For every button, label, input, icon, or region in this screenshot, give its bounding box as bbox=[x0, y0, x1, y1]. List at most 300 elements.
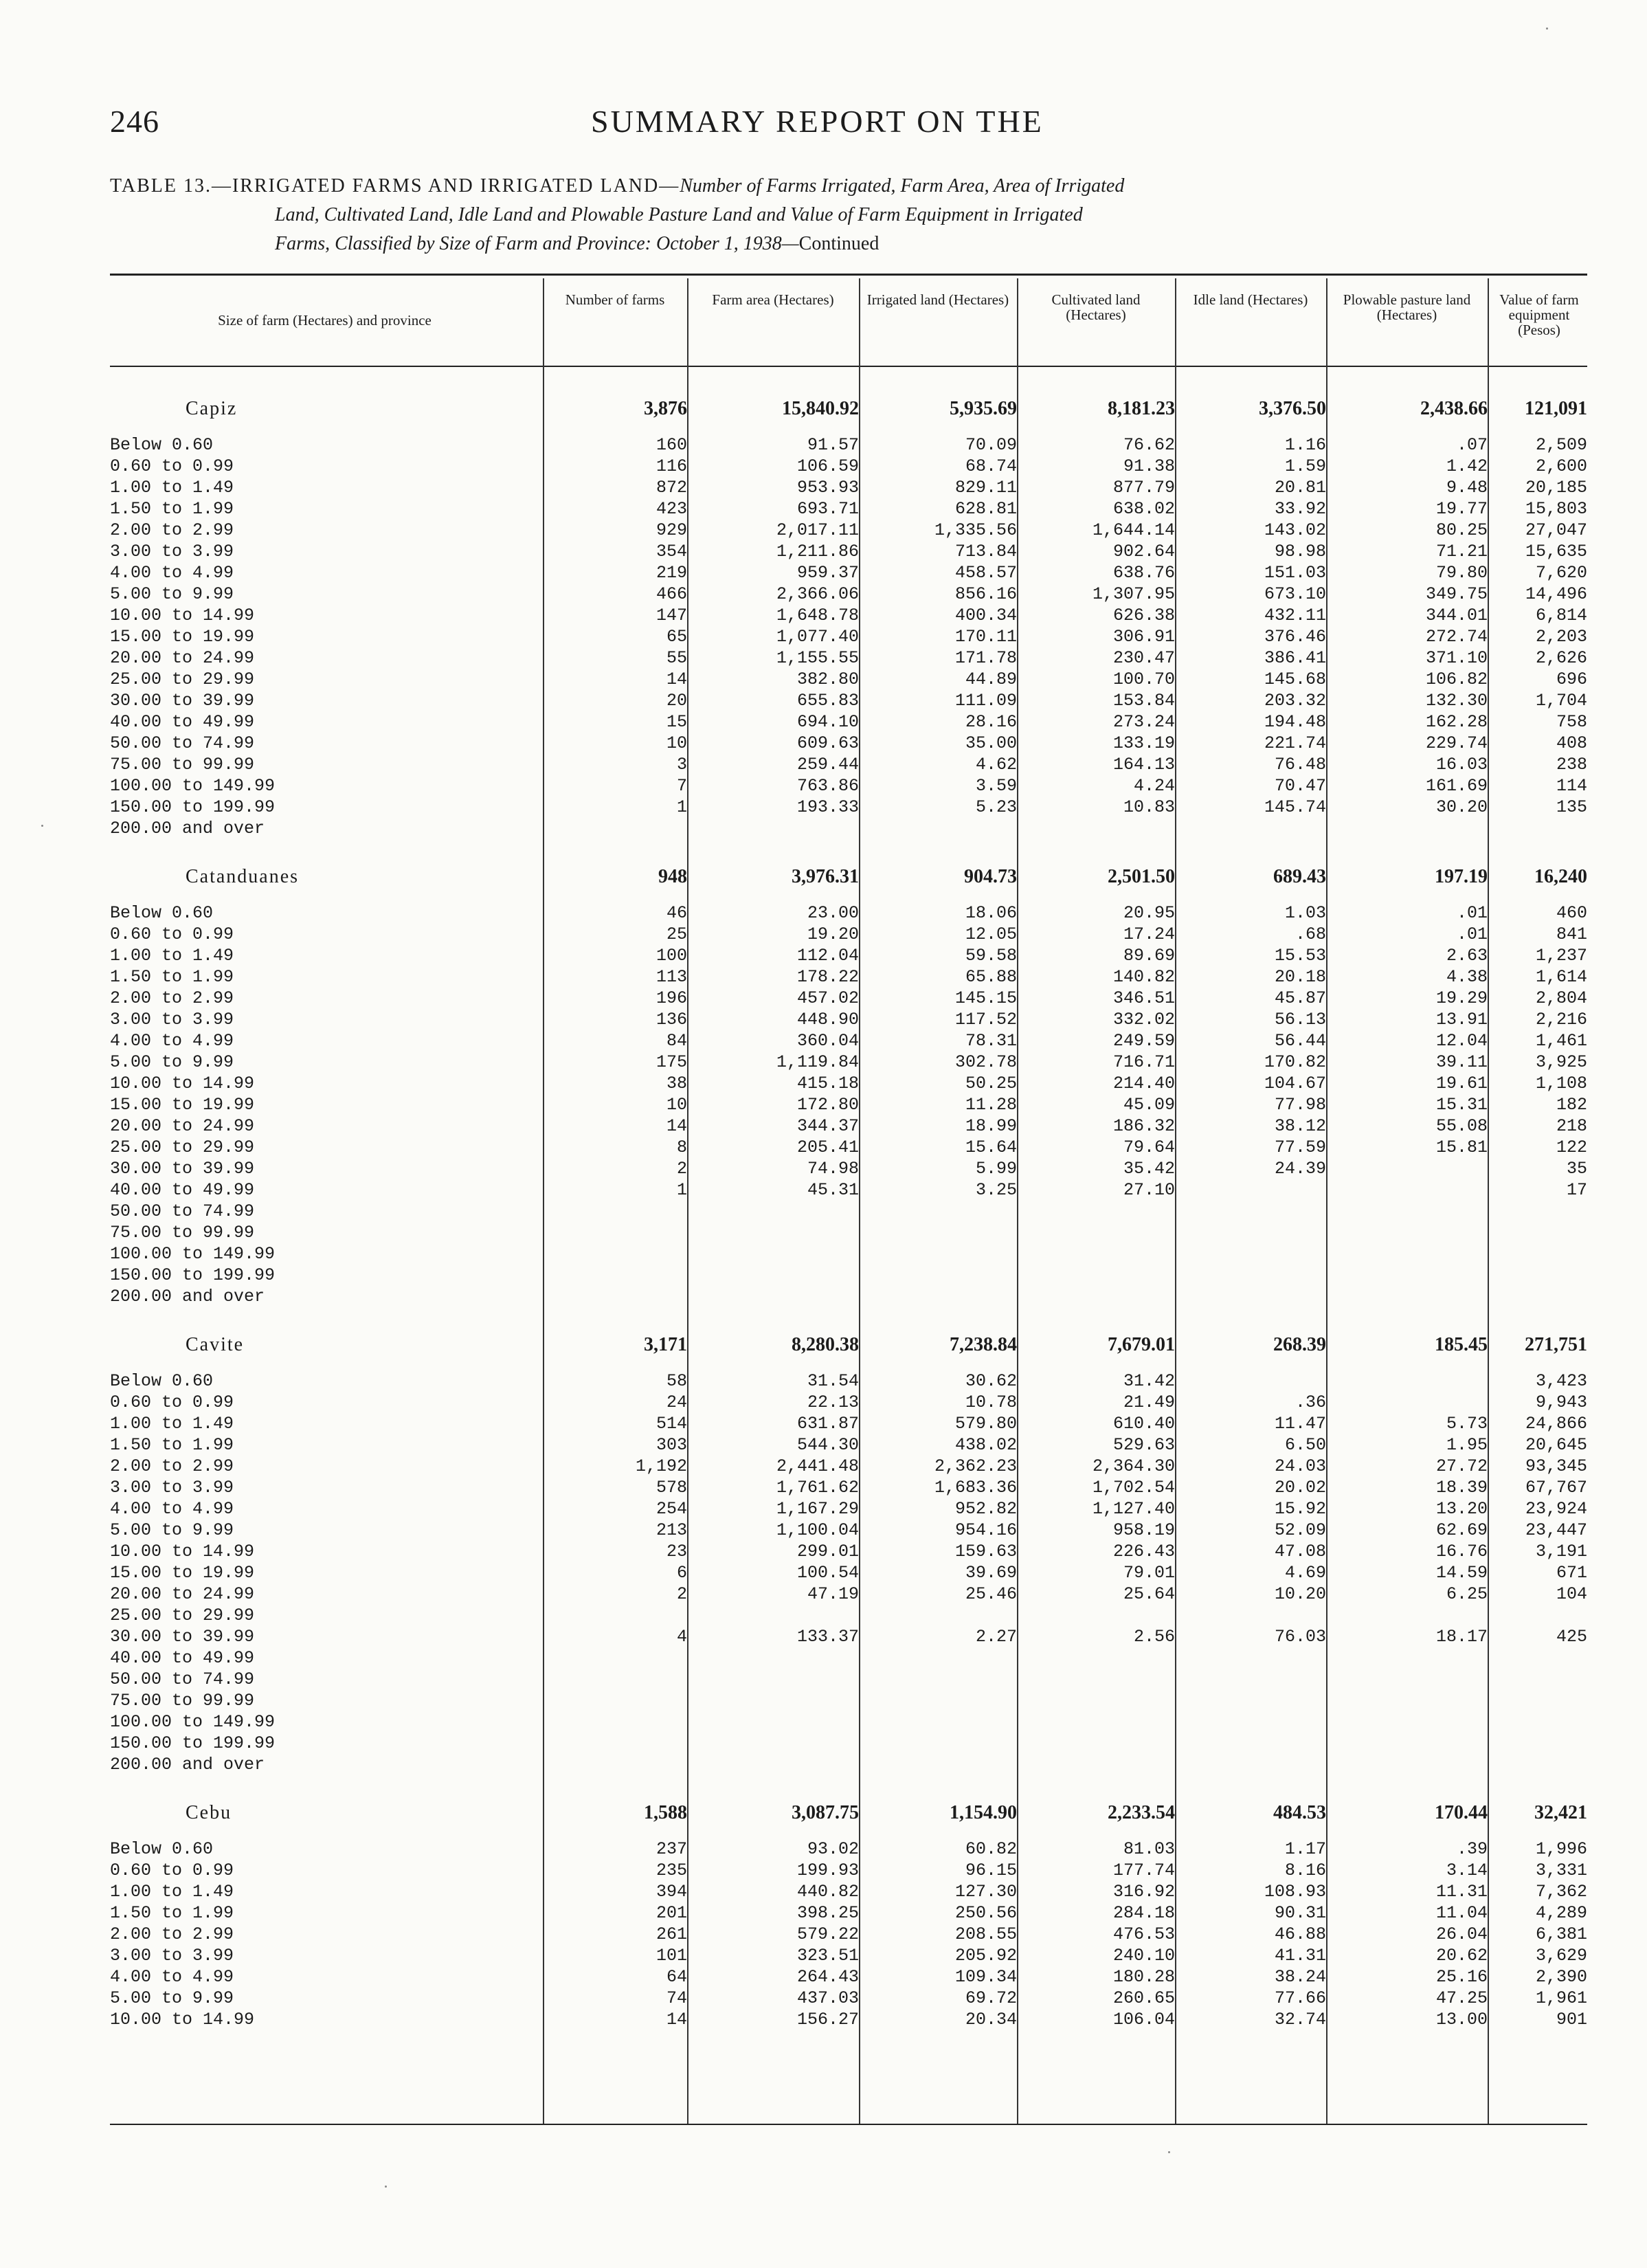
size-class-label: 1.50 to 1.99 bbox=[110, 967, 234, 987]
table-cell: 303 bbox=[656, 1435, 687, 1455]
table-cell: 84 bbox=[666, 1031, 687, 1051]
table-cell: 671 bbox=[1556, 1563, 1587, 1583]
province-total-cell: 3,087.75 bbox=[792, 1802, 859, 1823]
table-cell bbox=[1326, 1158, 1488, 1179]
size-class-label: Below 0.60 bbox=[110, 1371, 214, 1391]
table-cell: 249.59 bbox=[1112, 1031, 1175, 1051]
table-cell: 56.13 bbox=[1274, 1010, 1326, 1030]
table-cell: 1.59 bbox=[1284, 456, 1326, 476]
province-name: Cavite bbox=[186, 1334, 245, 1355]
table-cell: 11.04 bbox=[1435, 1903, 1488, 1923]
table-cell: 20.95 bbox=[1123, 903, 1175, 923]
table-cell bbox=[1326, 1733, 1488, 1754]
table-cell: 106.59 bbox=[796, 456, 859, 476]
table-cell: 15,635 bbox=[1525, 542, 1587, 562]
table-cell bbox=[859, 1711, 1017, 1733]
table-cell: 164.13 bbox=[1112, 755, 1175, 775]
table-cell: 425 bbox=[1556, 1627, 1587, 1647]
table-cell: 20.81 bbox=[1274, 478, 1326, 498]
section-spacer bbox=[110, 422, 1587, 434]
table-cell: 74.98 bbox=[807, 1159, 859, 1179]
table-cell: 6 bbox=[676, 1563, 687, 1583]
table-cell: 15.31 bbox=[1435, 1095, 1488, 1115]
table-cell bbox=[687, 1265, 859, 1286]
table-cell: 170.82 bbox=[1264, 1052, 1326, 1072]
table-cell: 3,925 bbox=[1535, 1052, 1587, 1072]
table-cell: 476.53 bbox=[1112, 1924, 1175, 1944]
table-cell bbox=[1488, 1754, 1587, 1775]
table-cell: 122 bbox=[1556, 1137, 1587, 1157]
table-cell bbox=[859, 1265, 1017, 1286]
table-cell bbox=[1326, 1711, 1488, 1733]
table-cell bbox=[687, 1201, 859, 1222]
table-cell: 78.31 bbox=[965, 1031, 1017, 1051]
size-class-label: 5.00 to 9.99 bbox=[110, 1988, 234, 2008]
table-cell: 432.11 bbox=[1264, 605, 1326, 625]
table-cell: 196 bbox=[656, 988, 687, 1008]
size-class-label: 40.00 to 49.99 bbox=[110, 1648, 255, 1668]
table-cell: 6,381 bbox=[1535, 1924, 1587, 1944]
table-cell: 398.25 bbox=[796, 1903, 859, 1923]
size-class-label: 3.00 to 3.99 bbox=[110, 1010, 234, 1030]
table-cell: 1.42 bbox=[1446, 456, 1488, 476]
table-cell: 213 bbox=[656, 1520, 687, 1540]
table-cell: 2.27 bbox=[975, 1627, 1017, 1647]
table-cell: 14.59 bbox=[1435, 1563, 1488, 1583]
table-cell: 2,216 bbox=[1535, 1010, 1587, 1030]
table-cell: 694.10 bbox=[796, 712, 859, 732]
table-cell: 578 bbox=[656, 1478, 687, 1498]
table-cell: 238 bbox=[1556, 755, 1587, 775]
table-cell: 19.29 bbox=[1435, 988, 1488, 1008]
table-cell: 80.25 bbox=[1435, 520, 1488, 540]
table-cell bbox=[1175, 1690, 1326, 1711]
province-total-cell: 2,233.54 bbox=[1108, 1802, 1175, 1823]
province-total-cell: 948 bbox=[658, 866, 687, 887]
table-cell: 3 bbox=[676, 755, 687, 775]
table-cell: 7,362 bbox=[1535, 1882, 1587, 1902]
table-cell: 12.05 bbox=[965, 924, 1017, 944]
col-header-cultivated: Cultivated land (Hectares) bbox=[1051, 291, 1141, 323]
table-cell: 394 bbox=[656, 1882, 687, 1902]
table-cell: 218 bbox=[1556, 1116, 1587, 1136]
table-row bbox=[110, 1626, 1587, 1647]
table-cell: 101 bbox=[656, 1946, 687, 1966]
table-cell: 15 bbox=[666, 712, 687, 732]
data-table bbox=[110, 371, 1587, 2030]
table-cell: 3.59 bbox=[975, 776, 1017, 796]
table-cell: .07 bbox=[1456, 435, 1488, 455]
table-cell: 3,331 bbox=[1535, 1860, 1587, 1880]
table-row bbox=[110, 988, 1587, 1009]
table-cell bbox=[1488, 1265, 1587, 1286]
table-cell bbox=[1017, 1711, 1175, 1733]
table-cell: 32.74 bbox=[1274, 2010, 1326, 2030]
size-class-label: 50.00 to 74.99 bbox=[110, 1669, 255, 1689]
section-spacer bbox=[110, 890, 1587, 902]
table-cell bbox=[859, 1243, 1017, 1265]
table-cell: 25.46 bbox=[965, 1584, 1017, 1604]
paper-speck bbox=[41, 825, 43, 827]
table-cell: 14 bbox=[666, 2010, 687, 2030]
table-cell: 4.69 bbox=[1284, 1563, 1326, 1583]
table-cell bbox=[1175, 1733, 1326, 1754]
table-cell: 178.22 bbox=[796, 967, 859, 987]
table-cell: 273.24 bbox=[1112, 712, 1175, 732]
table-cell: 127.30 bbox=[954, 1882, 1017, 1902]
table-cell: 250.56 bbox=[954, 1903, 1017, 1923]
size-class-label: 30.00 to 39.99 bbox=[110, 1159, 255, 1179]
col-header-farm-area: Farm area (Hectares) bbox=[712, 291, 834, 308]
table-cell bbox=[687, 1243, 859, 1265]
province-total-cell: 16,240 bbox=[1534, 866, 1587, 887]
table-cell: 104.67 bbox=[1264, 1074, 1326, 1093]
table-row bbox=[110, 498, 1587, 520]
table-cell: 41.31 bbox=[1274, 1946, 1326, 1966]
table-row bbox=[110, 690, 1587, 711]
province-total-cell: 8,181.23 bbox=[1108, 398, 1175, 419]
table-cell bbox=[859, 1669, 1017, 1690]
table-cell: 76.48 bbox=[1274, 755, 1326, 775]
table-cell: 171.78 bbox=[954, 648, 1017, 668]
province-total-row bbox=[110, 1307, 1587, 1358]
table-cell: 264.43 bbox=[796, 1967, 859, 1987]
table-cell bbox=[1488, 1222, 1587, 1243]
size-class-label: 15.00 to 19.99 bbox=[110, 1563, 255, 1583]
table-cell bbox=[859, 818, 1017, 839]
table-cell: 104 bbox=[1556, 1584, 1587, 1604]
table-cell bbox=[1017, 1690, 1175, 1711]
table-row bbox=[110, 647, 1587, 669]
table-cell bbox=[687, 1605, 859, 1626]
province-total-cell: 1,154.90 bbox=[950, 1802, 1017, 1823]
table-cell: 673.10 bbox=[1264, 584, 1326, 604]
table-cell: 79.80 bbox=[1435, 563, 1488, 583]
table-row bbox=[110, 1966, 1587, 1988]
table-cell: 64 bbox=[666, 1967, 687, 1987]
table-cell: 13.20 bbox=[1435, 1499, 1488, 1519]
province-name: Cebu bbox=[186, 1802, 232, 1823]
table-cell: 11.28 bbox=[965, 1095, 1017, 1115]
table-cell: 25.64 bbox=[1123, 1584, 1175, 1604]
table-cell: 50.25 bbox=[965, 1074, 1017, 1093]
table-row bbox=[110, 1988, 1587, 2009]
province-total-cell: 904.73 bbox=[964, 866, 1017, 887]
table-cell: 177.74 bbox=[1112, 1860, 1175, 1880]
size-class-label: 0.60 to 0.99 bbox=[110, 1392, 234, 1412]
table-cell bbox=[687, 1754, 859, 1775]
table-cell: 91.38 bbox=[1123, 456, 1175, 476]
size-class-label: 25.00 to 29.99 bbox=[110, 1605, 255, 1625]
table-cell: 1 bbox=[676, 797, 687, 817]
table-cell: 11.47 bbox=[1274, 1414, 1326, 1434]
table-cell: 7,620 bbox=[1535, 563, 1587, 583]
table-cell bbox=[1488, 818, 1587, 839]
size-class-label: 4.00 to 4.99 bbox=[110, 1499, 234, 1519]
table-row bbox=[110, 583, 1587, 605]
table-row bbox=[110, 1413, 1587, 1434]
table-cell bbox=[1175, 1669, 1326, 1690]
table-cell: 132.30 bbox=[1425, 691, 1488, 711]
table-cell: 408 bbox=[1556, 733, 1587, 753]
table-cell: 579.22 bbox=[796, 1924, 859, 1944]
province-name: Catanduanes bbox=[186, 866, 300, 887]
table-cell: 98.98 bbox=[1274, 542, 1326, 562]
table-cell: 240.10 bbox=[1112, 1946, 1175, 1966]
table-cell: 27.10 bbox=[1123, 1180, 1175, 1200]
table-cell: 466 bbox=[656, 584, 687, 604]
table-cell: 1.17 bbox=[1284, 1839, 1326, 1859]
table-cell bbox=[543, 1711, 687, 1733]
table-cell: 448.90 bbox=[796, 1010, 859, 1030]
table-cell: 713.84 bbox=[954, 542, 1017, 562]
table-row bbox=[110, 945, 1587, 966]
table-cell: 4,289 bbox=[1535, 1903, 1587, 1923]
size-class-label: 4.00 to 4.99 bbox=[110, 1967, 234, 1987]
province-total-cell: 5,935.69 bbox=[950, 398, 1017, 419]
table-cell: 10 bbox=[666, 733, 687, 753]
size-class-label: 100.00 to 149.99 bbox=[110, 776, 276, 796]
table-cell: 261 bbox=[656, 1924, 687, 1944]
table-cell: 4.38 bbox=[1446, 967, 1488, 987]
table-cell bbox=[687, 1690, 859, 1711]
caption-line-1: Number of Farms Irrigated, Farm Area, Area of Irrigated bbox=[680, 175, 1125, 197]
table-cell: 77.98 bbox=[1274, 1095, 1326, 1115]
table-cell bbox=[1017, 1647, 1175, 1669]
table-cell: 100.54 bbox=[796, 1563, 859, 1583]
table-cell: 147 bbox=[656, 605, 687, 625]
table-cell bbox=[1175, 1754, 1326, 1775]
table-cell: 135 bbox=[1556, 797, 1587, 817]
table-cell: 100.70 bbox=[1112, 669, 1175, 689]
header-bottom-rule bbox=[110, 366, 1587, 367]
table-cell: 65 bbox=[666, 627, 687, 647]
table-cell bbox=[1017, 1286, 1175, 1307]
table-row bbox=[110, 1094, 1587, 1115]
table-cell: 440.82 bbox=[796, 1882, 859, 1902]
table-cell: 2,203 bbox=[1535, 627, 1587, 647]
table-cell: 14,496 bbox=[1525, 584, 1587, 604]
table-row bbox=[110, 818, 1587, 839]
col-header-size: Size of farm (Hectares) and province bbox=[218, 312, 432, 329]
table-cell: 423 bbox=[656, 499, 687, 519]
table-cell: 11.31 bbox=[1435, 1882, 1488, 1902]
table-row bbox=[110, 669, 1587, 690]
table-cell: 19.61 bbox=[1435, 1074, 1488, 1093]
table-cell: 93,345 bbox=[1525, 1456, 1587, 1476]
province-total-cell: 15,840.92 bbox=[782, 398, 859, 419]
table-row bbox=[110, 1860, 1587, 1881]
table-cell: 1,108 bbox=[1535, 1074, 1587, 1093]
table-cell: 159.63 bbox=[954, 1542, 1017, 1561]
province-total-cell: 170.44 bbox=[1435, 1802, 1488, 1823]
table-cell: 71.21 bbox=[1435, 542, 1488, 562]
table-cell: 153.84 bbox=[1112, 691, 1175, 711]
table-cell: 15.81 bbox=[1435, 1137, 1488, 1157]
table-cell: 9,943 bbox=[1535, 1392, 1587, 1412]
table-cell: 10.20 bbox=[1274, 1584, 1326, 1604]
table-cell: 20,185 bbox=[1525, 478, 1587, 498]
table-cell: 20.02 bbox=[1274, 1478, 1326, 1498]
table-cell: 229.74 bbox=[1425, 733, 1488, 753]
table-row bbox=[110, 902, 1587, 924]
province-total-cell: 689.43 bbox=[1273, 866, 1326, 887]
size-class-label: 1.00 to 1.49 bbox=[110, 1882, 234, 1902]
paper-speck bbox=[1546, 27, 1548, 30]
province-total-cell: 3,976.31 bbox=[792, 866, 859, 887]
table-row bbox=[110, 1201, 1587, 1222]
table-cell: 1,211.86 bbox=[776, 542, 859, 562]
col-header-farms: Number of farms bbox=[565, 291, 665, 308]
table-cell: .36 bbox=[1295, 1392, 1326, 1412]
table-cell: 38.24 bbox=[1274, 1967, 1326, 1987]
size-class-label: 200.00 and over bbox=[110, 1287, 265, 1307]
table-cell: 1,155.55 bbox=[776, 648, 859, 668]
table-cell: 58 bbox=[666, 1371, 687, 1391]
table-row bbox=[110, 1115, 1587, 1137]
table-cell: 544.30 bbox=[796, 1435, 859, 1455]
table-cell: 62.69 bbox=[1435, 1520, 1488, 1540]
size-class-label: 150.00 to 199.99 bbox=[110, 797, 276, 817]
table-cell: 609.63 bbox=[796, 733, 859, 753]
table-cell: 3,629 bbox=[1535, 1946, 1587, 1966]
table-cell: 162.28 bbox=[1425, 712, 1488, 732]
table-cell: 35.00 bbox=[965, 733, 1017, 753]
table-cell: 8.16 bbox=[1284, 1860, 1326, 1880]
table-cell: 6,814 bbox=[1535, 605, 1587, 625]
table-cell: 109.34 bbox=[954, 1967, 1017, 1987]
table-cell: 323.51 bbox=[796, 1946, 859, 1966]
size-class-label: 1.00 to 1.49 bbox=[110, 946, 234, 966]
table-row bbox=[110, 711, 1587, 733]
size-class-label: 0.60 to 0.99 bbox=[110, 924, 234, 944]
size-class-label: 75.00 to 99.99 bbox=[110, 755, 255, 775]
table-cell: 693.71 bbox=[796, 499, 859, 519]
size-class-label: 75.00 to 99.99 bbox=[110, 1223, 255, 1243]
table-cell: 208.55 bbox=[954, 1924, 1017, 1944]
table-cell bbox=[1175, 1605, 1326, 1626]
table-cell: 47.19 bbox=[807, 1584, 859, 1604]
table-cell: 45.31 bbox=[807, 1180, 859, 1200]
table-cell: 70.47 bbox=[1274, 776, 1326, 796]
table-cell: 145.15 bbox=[954, 988, 1017, 1008]
table-cell: 758 bbox=[1556, 712, 1587, 732]
table-cell: 55 bbox=[666, 648, 687, 668]
table-cell bbox=[1326, 1370, 1488, 1392]
table-cell: 1,307.95 bbox=[1092, 584, 1175, 604]
table-cell bbox=[1488, 1711, 1587, 1733]
table-cell: 959.37 bbox=[796, 563, 859, 583]
province-total-cell: 2,501.50 bbox=[1108, 866, 1175, 887]
table-cell: 259.44 bbox=[796, 755, 859, 775]
table-cell: 610.40 bbox=[1112, 1414, 1175, 1434]
size-class-label: 10.00 to 14.99 bbox=[110, 605, 255, 625]
table-cell: 2,362.23 bbox=[934, 1456, 1017, 1476]
table-cell: 221.74 bbox=[1264, 733, 1326, 753]
table-cell: 638.76 bbox=[1112, 563, 1175, 583]
table-cell bbox=[859, 1201, 1017, 1222]
table-cell: 1,761.62 bbox=[776, 1478, 859, 1498]
table-cell: 1,683.36 bbox=[934, 1478, 1017, 1498]
table-cell: .01 bbox=[1456, 903, 1488, 923]
table-cell: 5.99 bbox=[975, 1159, 1017, 1179]
table-cell: 205.92 bbox=[954, 1946, 1017, 1966]
table-cell bbox=[687, 1733, 859, 1754]
table-row bbox=[110, 520, 1587, 541]
table-bottom-rule bbox=[110, 2124, 1587, 2125]
table-cell: 114 bbox=[1556, 776, 1587, 796]
table-cell: 111.09 bbox=[954, 691, 1017, 711]
section-spacer bbox=[110, 1826, 1587, 1838]
table-cell bbox=[687, 818, 859, 839]
table-row bbox=[110, 1647, 1587, 1669]
caption-line-2: Land, Cultivated Land, Idle Land and Plowable Pasture Land and Value of Farm Equipment in Irrigated bbox=[275, 204, 1083, 225]
table-cell: 872 bbox=[656, 478, 687, 498]
table-cell: 106.04 bbox=[1112, 2010, 1175, 2030]
table-row bbox=[110, 1945, 1587, 1966]
column-header-row bbox=[110, 278, 1587, 364]
table-cell: 254 bbox=[656, 1499, 687, 1519]
table-cell: 1.03 bbox=[1284, 903, 1326, 923]
table-cell: 2,804 bbox=[1535, 988, 1587, 1008]
table-cell: 170.11 bbox=[954, 627, 1017, 647]
table-cell: 346.51 bbox=[1112, 988, 1175, 1008]
section-spacer bbox=[110, 1358, 1587, 1370]
table-cell: 90.31 bbox=[1274, 1903, 1326, 1923]
table-row bbox=[110, 1902, 1587, 1924]
size-class-label: 5.00 to 9.99 bbox=[110, 584, 234, 604]
province-total-cell: 3,171 bbox=[644, 1334, 687, 1355]
table-row bbox=[110, 1009, 1587, 1030]
table-cell bbox=[1326, 1243, 1488, 1265]
table-cell bbox=[1017, 1265, 1175, 1286]
table-row bbox=[110, 1924, 1587, 1945]
table-cell: 877.79 bbox=[1112, 478, 1175, 498]
table-cell bbox=[687, 1711, 859, 1733]
table-row bbox=[110, 1286, 1587, 1307]
table-row bbox=[110, 1754, 1587, 1775]
table-cell: 437.03 bbox=[796, 1988, 859, 2008]
table-row bbox=[110, 1669, 1587, 1690]
province-total-row bbox=[110, 371, 1587, 422]
table-cell: 458.57 bbox=[954, 563, 1017, 583]
table-row bbox=[110, 1158, 1587, 1179]
table-cell bbox=[1488, 1286, 1587, 1307]
table-cell: 18.39 bbox=[1435, 1478, 1488, 1498]
table-row bbox=[110, 1690, 1587, 1711]
table-cell: 2,600 bbox=[1535, 456, 1587, 476]
table-cell: 1,961 bbox=[1535, 1988, 1587, 2008]
table-cell: 106.82 bbox=[1425, 669, 1488, 689]
table-cell: .39 bbox=[1456, 1839, 1488, 1859]
size-class-label: 200.00 and over bbox=[110, 819, 265, 838]
table-cell: 902.64 bbox=[1112, 542, 1175, 562]
province-total-cell: 197.19 bbox=[1435, 866, 1488, 887]
table-cell: 954.16 bbox=[954, 1520, 1017, 1540]
table-cell: 1,335.56 bbox=[934, 520, 1017, 540]
table-cell: 161.69 bbox=[1425, 776, 1488, 796]
table-cell: 25 bbox=[666, 924, 687, 944]
table-cell: 332.02 bbox=[1112, 1010, 1175, 1030]
table-cell: 2,366.06 bbox=[776, 584, 859, 604]
table-cell: 638.02 bbox=[1112, 499, 1175, 519]
table-cell bbox=[859, 1286, 1017, 1307]
table-cell: 856.16 bbox=[954, 584, 1017, 604]
table-cell: 20.18 bbox=[1274, 967, 1326, 987]
table-row bbox=[110, 1583, 1587, 1605]
table-cell: 2,390 bbox=[1535, 1967, 1587, 1987]
table-cell: 20,645 bbox=[1525, 1435, 1587, 1455]
